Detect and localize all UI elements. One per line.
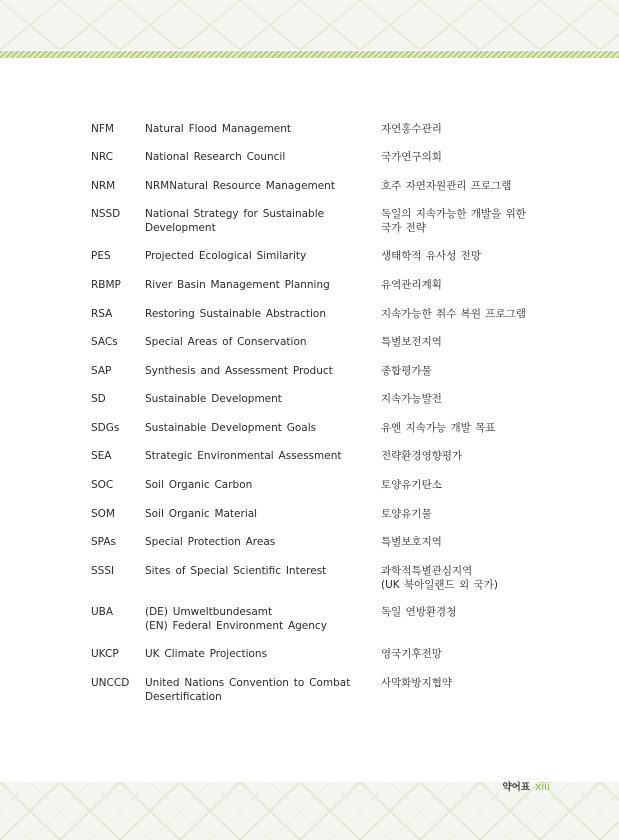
english-term xyxy=(145,208,350,235)
korean-term-line: 영국기후전망 xyxy=(381,648,442,660)
korean-term xyxy=(381,123,551,137)
korean-term-line: 지속가능한 취수 복원 프로그램 xyxy=(381,308,526,320)
korean-term xyxy=(381,450,551,464)
english-term xyxy=(145,422,350,436)
footer-section-label: 약어표 xyxy=(502,782,531,793)
english-term xyxy=(145,677,350,704)
english-term-line: National Strategy for Sustainable xyxy=(145,208,325,220)
abbreviation: SEA xyxy=(91,450,112,462)
english-term-line: Sustainable Development xyxy=(145,393,282,405)
english-term xyxy=(145,606,350,633)
english-term-line: National Research Council xyxy=(145,151,286,163)
english-term xyxy=(145,450,350,464)
abbreviation: SSSI xyxy=(91,565,115,577)
abbreviation: SACs xyxy=(91,336,118,348)
korean-term-line: 독일 연방환경청 xyxy=(381,606,457,618)
korean-term-line: 사막화방지협약 xyxy=(381,677,453,689)
english-term-line: United Nations Convention to Combat xyxy=(145,677,351,689)
korean-term xyxy=(381,677,551,691)
abbreviation: SOC xyxy=(91,479,114,491)
korean-term-line: 지속가능발전 xyxy=(381,393,442,405)
abbreviation: NFM xyxy=(91,123,114,135)
korean-term xyxy=(381,250,551,264)
english-term xyxy=(145,508,350,522)
korean-term-line: 토양유기탄소 xyxy=(381,479,442,491)
korean-term-line: 국가 전략 xyxy=(381,221,426,234)
abbreviation: UNCCD xyxy=(91,677,130,689)
korean-term xyxy=(381,565,551,592)
abbreviation: SOM xyxy=(91,508,115,520)
abbreviation: SD xyxy=(91,393,106,405)
korean-term xyxy=(381,508,551,522)
english-term-line: (EN) Federal Environment Agency xyxy=(145,619,327,632)
abbreviation: SDGs xyxy=(91,422,120,434)
korean-term-line: 과학적특별관심지역 xyxy=(381,565,473,577)
abbreviation: SAP xyxy=(91,365,112,377)
english-term-line: Special Areas of Conservation xyxy=(145,336,307,348)
korean-term xyxy=(381,422,551,436)
english-term xyxy=(145,279,350,293)
abbreviation: UKCP xyxy=(91,648,119,660)
korean-term xyxy=(381,479,551,493)
english-term xyxy=(145,180,350,194)
english-term-line: Development xyxy=(145,221,216,234)
header-green-stripe xyxy=(0,51,619,58)
english-term-line: Desertification xyxy=(145,690,222,703)
korean-term xyxy=(381,180,551,194)
korean-term-line: 자연홍수관리 xyxy=(381,123,442,135)
korean-term-line: 특별보호지역 xyxy=(381,536,442,548)
english-term-line: Soil Organic Material xyxy=(145,508,258,520)
abbreviation: NSSD xyxy=(91,208,121,220)
header-pattern-band xyxy=(0,0,619,50)
korean-term-line: 유역관리계획 xyxy=(381,279,442,291)
english-term xyxy=(145,365,350,379)
korean-term xyxy=(381,606,551,620)
english-term-line: Natural Flood Management xyxy=(145,123,292,135)
diamond-pattern-icon xyxy=(0,0,619,50)
english-term-line: Special Protection Areas xyxy=(145,536,276,548)
page-number: xiii xyxy=(535,781,550,793)
abbreviation: RBMP xyxy=(91,279,121,291)
english-term xyxy=(145,308,350,322)
korean-term xyxy=(381,648,551,662)
english-term xyxy=(145,393,350,407)
english-term xyxy=(145,479,350,493)
abbreviation: PES xyxy=(91,250,111,262)
english-term-line: NRMNatural Resource Management xyxy=(145,180,335,192)
korean-term-line: 국가연구의회 xyxy=(381,151,442,163)
abbreviation: UBA xyxy=(91,606,114,618)
abbreviation: RSA xyxy=(91,308,113,320)
english-term-line: River Basin Management Planning xyxy=(145,279,330,291)
korean-term xyxy=(381,365,551,379)
english-term xyxy=(145,250,350,264)
abbreviation: NRM xyxy=(91,180,116,192)
korean-term xyxy=(381,279,551,293)
english-term xyxy=(145,648,350,662)
korean-term-line: 생태학적 유사성 전망 xyxy=(381,250,481,262)
korean-term-line: 토양유기물 xyxy=(381,508,432,520)
english-term xyxy=(145,565,350,579)
english-term-line: Sites of Special Scientific Interest xyxy=(145,565,327,577)
english-term xyxy=(145,151,350,165)
korean-term-line: 특별보전지역 xyxy=(381,336,442,348)
english-term xyxy=(145,123,350,137)
korean-term-line: 호주 자연자원관리 프로그램 xyxy=(381,180,512,192)
korean-term-line: (UK 북아일랜드 외 국가) xyxy=(381,578,498,591)
abbreviation: SPAs xyxy=(91,536,116,548)
english-term-line: Restoring Sustainable Abstraction xyxy=(145,308,326,320)
english-term xyxy=(145,336,350,350)
english-term xyxy=(145,536,350,550)
korean-term-line: 유엔 지속가능 개발 목표 xyxy=(381,422,496,434)
page-footer xyxy=(470,780,550,794)
korean-term-line: 종합평가물 xyxy=(381,365,432,377)
korean-term xyxy=(381,336,551,350)
english-term-line: Soil Organic Carbon xyxy=(145,479,253,491)
korean-term xyxy=(381,208,551,235)
korean-term-line: 독일의 지속가능한 개발을 위한 xyxy=(381,208,526,220)
english-term-line: Projected Ecological Similarity xyxy=(145,250,307,262)
english-term-line: UK Climate Projections xyxy=(145,648,268,660)
korean-term xyxy=(381,308,551,322)
english-term-line: Synthesis and Assessment Product xyxy=(145,365,333,377)
korean-term xyxy=(381,536,551,550)
english-term-line: (DE) Umweltbundesamt xyxy=(145,606,273,618)
korean-term-line: 전략환경영향평가 xyxy=(381,450,463,462)
abbreviation: NRC xyxy=(91,151,113,163)
korean-term xyxy=(381,393,551,407)
korean-term xyxy=(381,151,551,165)
english-term-line: Sustainable Development Goals xyxy=(145,422,317,434)
english-term-line: Strategic Environmental Assessment xyxy=(145,450,342,462)
